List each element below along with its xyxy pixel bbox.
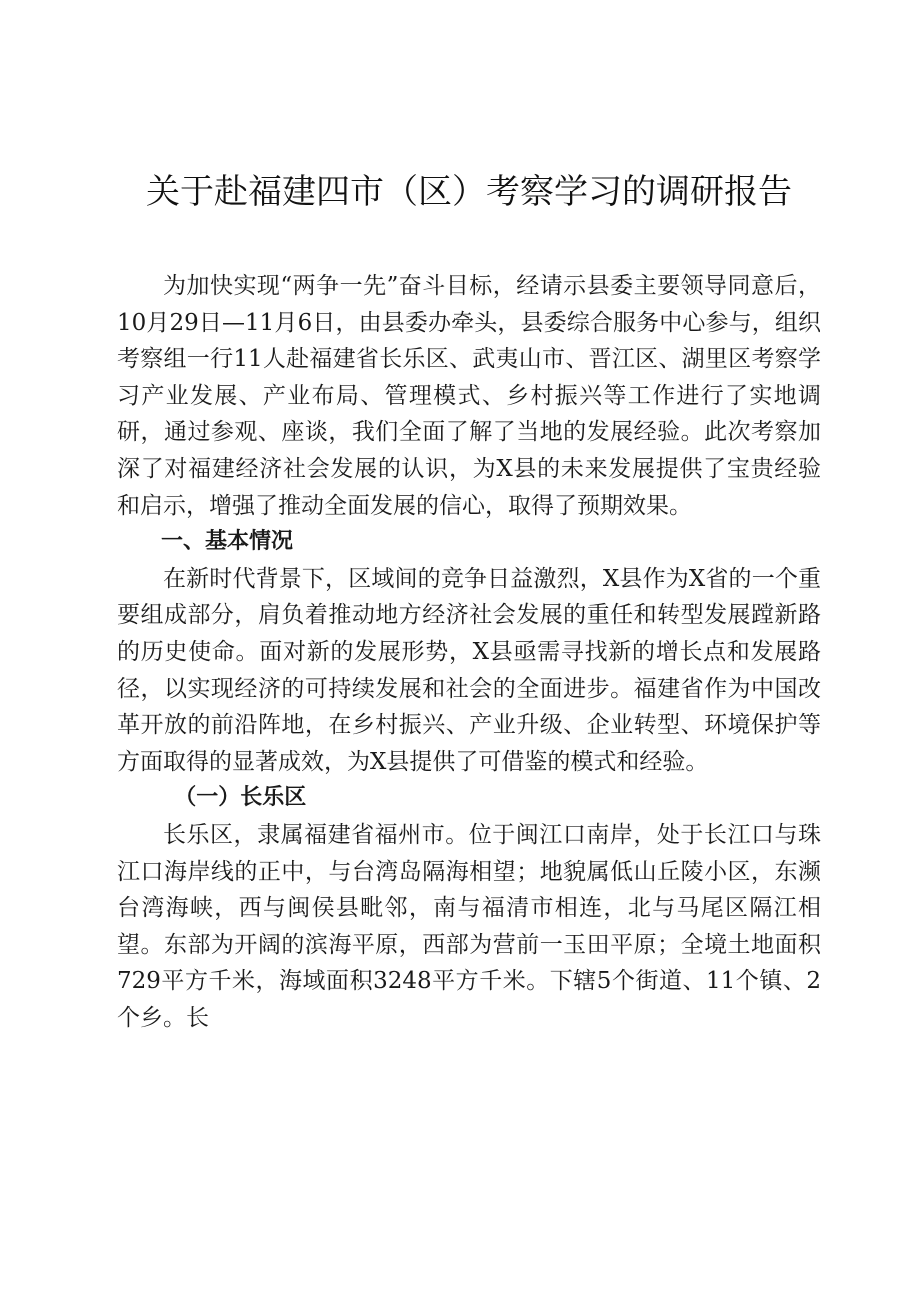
document-page <box>117 150 821 1036</box>
changle-paragraph: 长乐区，隶属福建省福州市。位于闽江口南岸，处于长江口与珠江口海岸线的正中，与台湾岛隔海相望；地貌属低山丘陵小区，东濒台湾海峡，西与闽侯县毗邻，南与福清市相连，北与马尾区隔江相望。东部为开阔的滨海平原，西部为营前一玉田平原；全境土地面积729平方千米，海域面积3248平方千米。下辖5个街道、11个镇、2个乡。长 <box>117 821 821 1031</box>
subsection-heading-changle: （一）长乐区 <box>174 785 307 811</box>
document-title: 关于赴福建四市（区）考察学习的调研报告 <box>146 172 792 212</box>
basic-situation-paragraph: 在新时代背景下，区域间的竞争日益激烈，X县作为X省的一个重要组成部分，肩负着推动地方经济社会发展的重任和转型发展蹚新路的历史使命。面对新的发展形势，X县亟需寻找新的增长点和发展路径，以实现经济的可持续发展和社会的全面进步。福建省作为中国改革开放的前沿阵地，在乡村振兴、产业升级、企业转型、环境保护等方面取得的显著成效，为X县提供了可借鉴的模式和经验。 <box>117 565 821 775</box>
intro-paragraph: 为加快实现“两争一先”奋斗目标，经请示县委主要领导同意后，10月29日—11月6日，由县委办牵头，县委综合服务中心参与，组织考察组一行11人赴福建省长乐区、武夷山市、晋江区、湖里区考察学习产业发展、产业布局、管理模式、乡村振兴等工作进行了实地调研，通过参观、座谈，我们全面了解了当地的发展经验。此次考察加深了对福建经济社会发展的认识，为X县的未来发展提供了宝贵经验和启示，增强了推动全面发展的信心，取得了预期效果。 <box>117 273 821 519</box>
document-body <box>117 268 821 1036</box>
section-heading-basic-situation: 一、基本情况 <box>161 529 294 555</box>
